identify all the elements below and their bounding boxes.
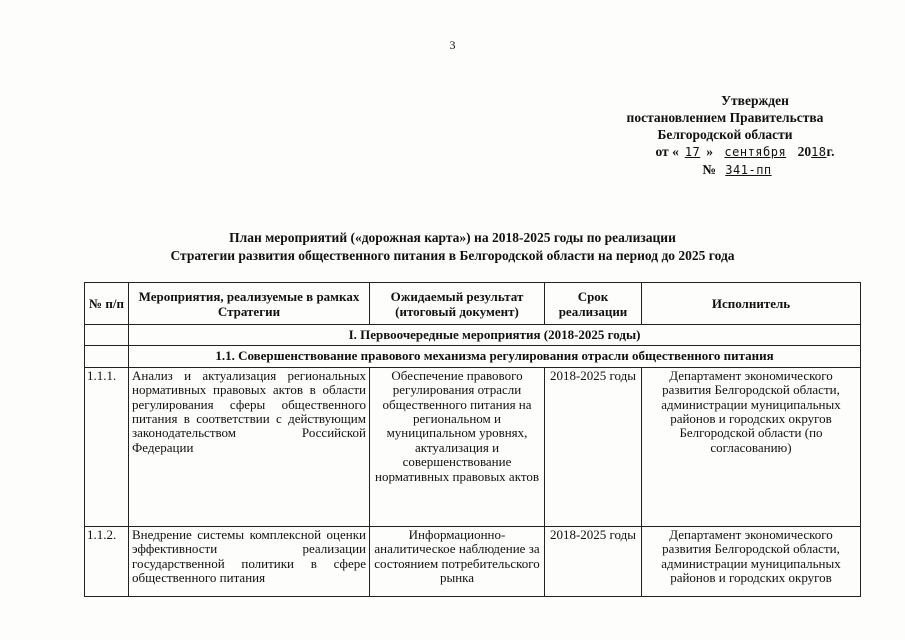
- date-year: 18: [811, 145, 827, 159]
- subsection-title: 1.1. Совершенствование правового механизма регулирования отрасли общественного питания: [129, 346, 861, 367]
- subsection-num-cell: [85, 346, 129, 367]
- date-month: сентября: [724, 145, 787, 159]
- row-term: 2018-2025 годы: [545, 526, 642, 596]
- number-prefix: №: [702, 162, 720, 177]
- section-title: I. Первоочередные мероприятия (2018-2025 годы): [129, 325, 861, 346]
- subsection-row: [85, 346, 861, 367]
- approval-line-1: Утвержден: [721, 93, 789, 108]
- approval-number: [560, 161, 890, 179]
- header-result: Ожидаемый результат (итоговый документ): [370, 283, 545, 325]
- section-num-cell: [85, 325, 129, 346]
- approval-line-3: Белгородской области: [657, 127, 793, 142]
- table-row: [85, 367, 861, 526]
- section-row: [85, 325, 861, 346]
- row-num: 1.1.2.: [85, 526, 129, 596]
- date-mid: »: [706, 144, 717, 159]
- header-event: Мероприятия, реализуемые в рамках Стратегии: [129, 283, 370, 325]
- header-term: Срок реализации: [545, 283, 642, 325]
- row-term: 2018-2025 годы: [545, 367, 642, 526]
- table-header-row: [85, 283, 861, 325]
- row-event: Анализ и актуализация региональных нормативных правовых актов в области регулирования сферы общественного питания в соответствии с действующим законодательством Российской Федерации: [129, 367, 370, 526]
- date-prefix: от «: [655, 144, 679, 159]
- title-line-2: Стратегии развития общественного питания в Белгородской области на период до 2025 года: [170, 248, 735, 263]
- page-number: 3: [449, 38, 456, 52]
- row-num: 1.1.1.: [85, 367, 129, 526]
- document-number: 341-пп: [725, 163, 772, 177]
- title-line-1: План мероприятий («дорожная карта») на 2018-2025 годы по реализации: [229, 230, 676, 245]
- row-result: Информационно-аналитическое наблюдение за состоянием потребительского рынка: [370, 526, 545, 596]
- roadmap-table: [84, 282, 861, 597]
- row-event: Внедрение системы комплексной оценки эффективности реализации государственной политики в сфере общественного питания: [129, 526, 370, 596]
- approval-stamp: [560, 92, 890, 179]
- header-executor: Исполнитель: [642, 283, 861, 325]
- document-title: [0, 229, 905, 265]
- date-year-prefix: 20: [794, 144, 812, 159]
- table-row: [85, 526, 861, 596]
- date-suffix: г.: [826, 144, 835, 159]
- date-day: 17: [684, 145, 701, 159]
- row-executor: Департамент экономического развития Белгородской области, администрации муниципальных районов и городских округов Белгородской области (по согласованию): [642, 367, 861, 526]
- header-num: № п/п: [85, 283, 129, 325]
- row-result: Обеспечение правового регулирования отрасли общественного питания на региональном и муниципальном уровнях, актуализация и совершенствование нормативных правовых актов: [370, 367, 545, 526]
- approval-line-2: постановлением Правительства: [626, 110, 824, 125]
- row-executor: Департамент экономического развития Белгородской области, администрации муниципальных районов и городских округов: [642, 526, 861, 596]
- approval-date: [560, 143, 890, 161]
